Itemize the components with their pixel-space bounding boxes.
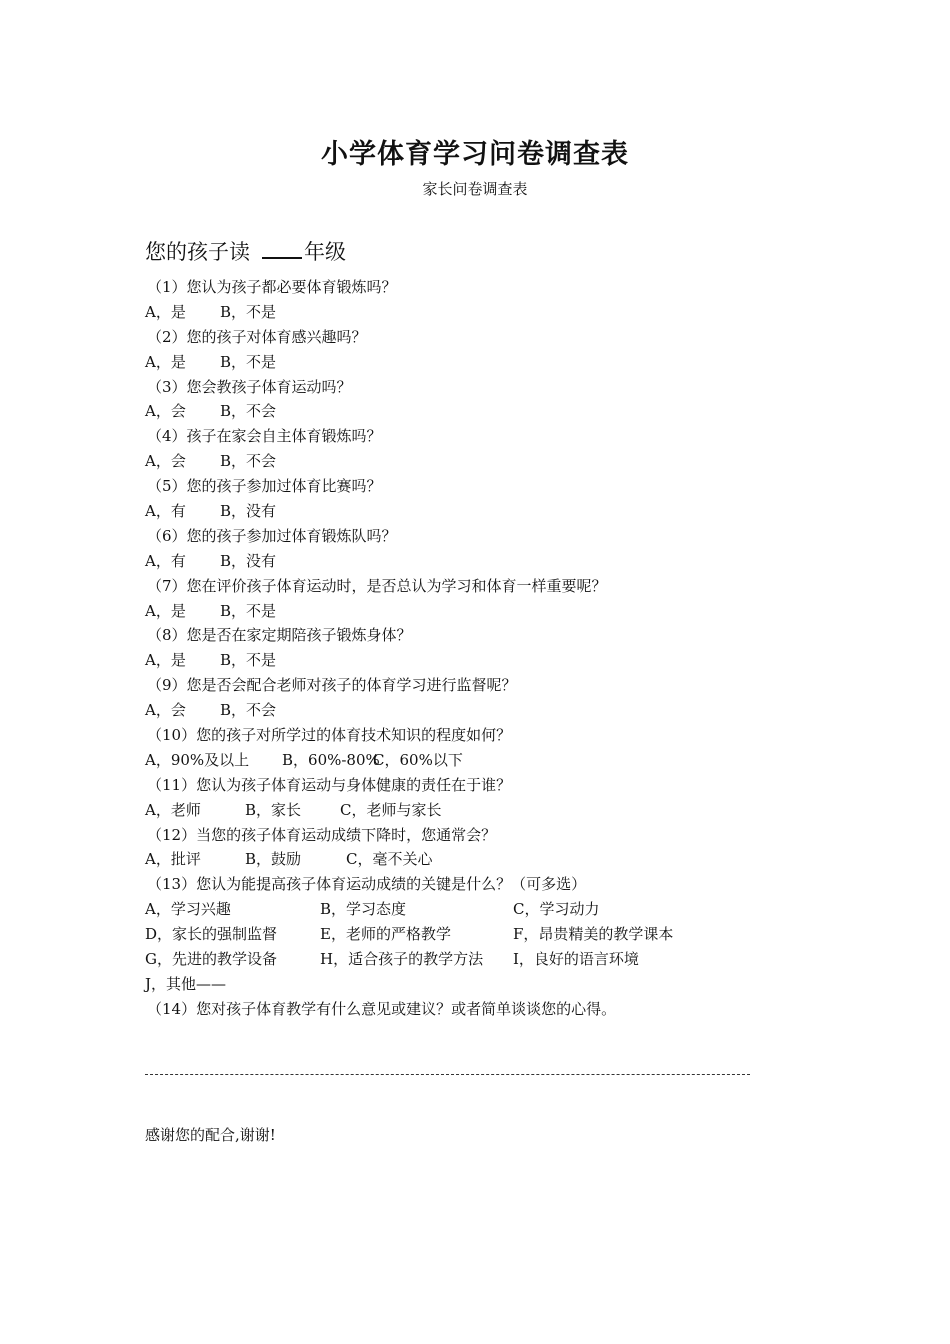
answer-option[interactable]: H，适合孩子的教学方法 bbox=[320, 950, 484, 969]
answer-option[interactable]: B，没有 bbox=[220, 551, 277, 570]
option-row bbox=[145, 350, 825, 375]
question-label: （9）您是否会配合老师对孩子的体育学习进行监督呢？ bbox=[147, 676, 517, 695]
answer-option[interactable]: A，是 bbox=[145, 601, 186, 620]
answer-option[interactable]: C，60%以下 bbox=[373, 750, 463, 769]
divider-line bbox=[145, 1074, 750, 1075]
answer-option[interactable]: C，毫不关心 bbox=[346, 850, 433, 869]
answer-option[interactable]: A，老师 bbox=[145, 800, 201, 819]
answer-option[interactable]: B，鼓励 bbox=[245, 850, 302, 869]
answer-option[interactable]: G，先进的教学设备 bbox=[145, 950, 277, 969]
answer-option[interactable]: B，60%-80% bbox=[282, 750, 380, 769]
answer-option[interactable]: B，不会 bbox=[220, 452, 277, 471]
answer-option[interactable]: B，不是 bbox=[220, 352, 277, 371]
question-label: （8）您是否在家定期陪孩子锻炼身体？ bbox=[147, 626, 412, 645]
question-list bbox=[145, 275, 825, 1022]
question-label: （3）您会教孩子体育运动吗？ bbox=[147, 377, 352, 396]
question-text bbox=[145, 474, 825, 499]
answer-option[interactable]: I，良好的语言环境 bbox=[513, 950, 639, 969]
answer-option[interactable]: F，昂贵精美的教学课本 bbox=[513, 925, 674, 944]
answer-option[interactable]: B，不是 bbox=[220, 302, 277, 321]
option-row bbox=[145, 798, 825, 823]
option-row bbox=[145, 748, 825, 773]
option-row bbox=[145, 399, 825, 424]
option-row bbox=[145, 549, 825, 574]
answer-option[interactable]: A，批评 bbox=[145, 850, 201, 869]
question-label: （10）您的孩子对所学过的体育技术知识的程度如何？ bbox=[147, 726, 512, 745]
answer-option[interactable]: D，家长的强制监督 bbox=[145, 925, 278, 944]
question-text bbox=[145, 673, 825, 698]
answer-option[interactable]: C，学习动力 bbox=[513, 900, 600, 919]
answer-option[interactable]: B，家长 bbox=[245, 800, 302, 819]
option-row bbox=[145, 897, 825, 922]
question-label: （7）您在评价孩子体育运动时，是否总认为学习和体育一样重要呢？ bbox=[147, 576, 607, 595]
page-subtitle: 家长问卷调查表 bbox=[422, 180, 528, 198]
answer-option[interactable]: A，会 bbox=[145, 452, 186, 471]
question-text bbox=[145, 872, 825, 897]
option-row bbox=[145, 499, 825, 524]
answer-option[interactable]: A，会 bbox=[145, 402, 186, 421]
question-label: （13）您认为能提高孩子体育运动成绩的关键是什么？（可多选） bbox=[147, 875, 587, 894]
grade-prefix: 您的孩子读 bbox=[145, 240, 250, 264]
question-text bbox=[145, 524, 825, 549]
grade-suffix: 年级 bbox=[304, 240, 346, 264]
question-text bbox=[145, 723, 825, 748]
answer-option[interactable]: E，老师的严格教学 bbox=[320, 925, 451, 944]
question-label: （12）当您的孩子体育运动成绩下降时，您通常会？ bbox=[147, 825, 497, 844]
question-text bbox=[145, 997, 825, 1022]
grade-blank[interactable] bbox=[262, 237, 302, 259]
question-label: （14）您对孩子体育教学有什么意见或建议？或者简单谈谈您的心得。 bbox=[147, 999, 617, 1018]
answer-option[interactable]: A，是 bbox=[145, 302, 186, 321]
answer-option[interactable]: A，是 bbox=[145, 352, 186, 371]
answer-option[interactable]: B，学习态度 bbox=[320, 900, 407, 919]
answer-option[interactable]: B，不是 bbox=[220, 601, 277, 620]
answer-option[interactable]: B，没有 bbox=[220, 502, 277, 521]
question-text bbox=[145, 375, 825, 400]
answer-option[interactable]: A，有 bbox=[145, 502, 186, 521]
answer-option[interactable]: J，其他—— bbox=[145, 974, 227, 993]
question-text bbox=[145, 424, 825, 449]
question-text bbox=[145, 773, 825, 798]
option-row bbox=[145, 300, 825, 325]
question-text bbox=[145, 823, 825, 848]
question-label: （11）您认为孩子体育运动与身体健康的责任在于谁？ bbox=[147, 775, 512, 794]
question-label: （4）孩子在家会自主体育锻炼吗？ bbox=[147, 427, 382, 446]
question-label: （5）您的孩子参加过体育比赛吗？ bbox=[147, 477, 382, 496]
answer-option[interactable]: A，是 bbox=[145, 651, 186, 670]
thanks-text: 感谢您的配合,谢谢! bbox=[145, 1126, 276, 1144]
answer-option[interactable]: B，不会 bbox=[220, 402, 277, 421]
answer-option[interactable]: A，有 bbox=[145, 551, 186, 570]
option-row bbox=[145, 847, 825, 872]
option-row bbox=[145, 972, 825, 997]
option-row bbox=[145, 947, 825, 972]
option-row bbox=[145, 698, 825, 723]
answer-option[interactable]: A，会 bbox=[145, 701, 186, 720]
question-text bbox=[145, 275, 825, 300]
question-label: （1）您认为孩子都必要体育锻炼吗？ bbox=[147, 278, 397, 296]
option-row bbox=[145, 599, 825, 624]
question-label: （6）您的孩子参加过体育锻炼队吗？ bbox=[147, 526, 397, 545]
option-row bbox=[145, 648, 825, 673]
answer-option[interactable]: B，不会 bbox=[220, 701, 277, 720]
question-label: （2）您的孩子对体育感兴趣吗？ bbox=[147, 327, 367, 346]
answer-option[interactable]: B，不是 bbox=[220, 651, 277, 670]
question-text bbox=[145, 574, 825, 599]
grade-line bbox=[145, 236, 346, 266]
question-text bbox=[145, 325, 825, 350]
answer-option[interactable]: A，学习兴趣 bbox=[145, 900, 231, 919]
option-row bbox=[145, 922, 825, 947]
answer-option[interactable]: C，老师与家长 bbox=[340, 800, 442, 819]
answer-option[interactable]: A，90%及以上 bbox=[145, 750, 250, 769]
option-row bbox=[145, 449, 825, 474]
page-title: 小学体育学习问卷调查表 bbox=[321, 139, 629, 170]
question-text bbox=[145, 623, 825, 648]
